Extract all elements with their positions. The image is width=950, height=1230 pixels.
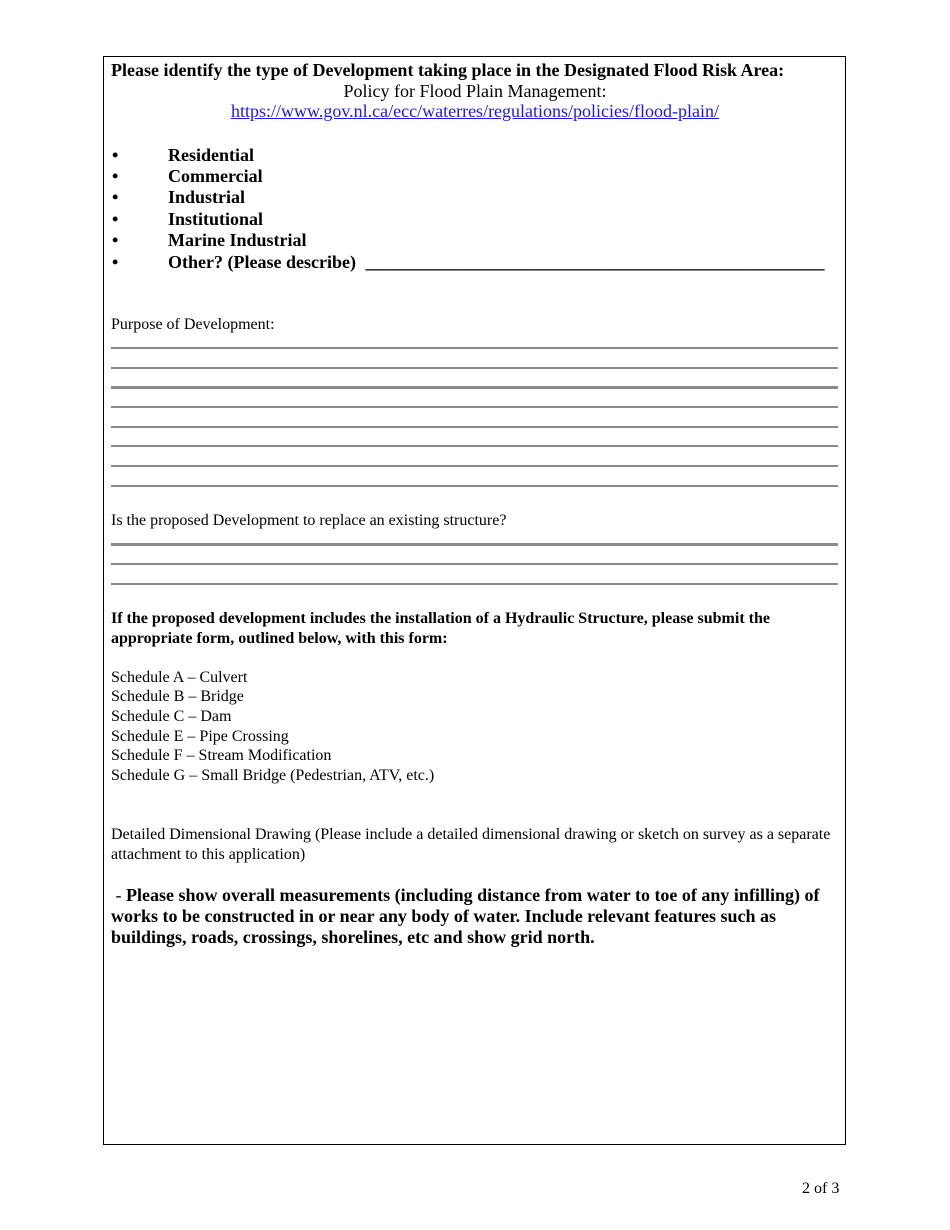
schedule-a: Schedule A – Culvert bbox=[111, 669, 248, 686]
bullet-icon: • bbox=[112, 187, 119, 207]
purpose-line[interactable] bbox=[111, 386, 838, 389]
schedule-c: Schedule C – Dam bbox=[111, 708, 232, 725]
type-residential: Residential bbox=[168, 145, 255, 165]
schedule-b: Schedule B – Bridge bbox=[111, 688, 244, 705]
purpose-line[interactable] bbox=[111, 406, 838, 408]
bullet-icon: • bbox=[112, 209, 119, 229]
type-marine-industrial: Marine Industrial bbox=[168, 230, 307, 250]
purpose-line[interactable] bbox=[111, 426, 838, 428]
drawing-instruction: Please show overall measurements (including distance from water to toe of any infilling) of works to be constructed in or near any body of water. Include relevant features such as buildings, roads, crossings, shorelines, etc and show grid north. bbox=[111, 885, 820, 947]
purpose-line[interactable] bbox=[111, 485, 838, 487]
schedule-g: Schedule G – Small Bridge (Pedestrian, ATV, etc.) bbox=[111, 767, 435, 784]
drawing-dash: - bbox=[111, 885, 126, 905]
type-commercial: Commercial bbox=[168, 166, 263, 186]
hydraulic-instruction: If the proposed development includes the installation of a Hydraulic Structure, please submit the appropriate form, outlined below, with this form: bbox=[111, 610, 770, 647]
bullet-icon: • bbox=[112, 166, 119, 186]
type-institutional: Institutional bbox=[168, 209, 264, 229]
type-industrial: Industrial bbox=[168, 187, 246, 207]
bullet-icon: • bbox=[112, 145, 119, 165]
drawing-label: Detailed Dimensional Drawing (Please include a detailed dimensional drawing or sketch on survey as a separate attachment to this application) bbox=[111, 826, 831, 863]
other-description-field[interactable]: ___________________________________________________ bbox=[365, 252, 825, 272]
purpose-line[interactable] bbox=[111, 445, 838, 447]
development-type-question: Please identify the type of Development taking place in the Designated Flood Risk Area: bbox=[111, 60, 785, 80]
bullet-icon: • bbox=[112, 252, 119, 272]
purpose-label: Purpose of Development: bbox=[111, 316, 275, 333]
purpose-line[interactable] bbox=[111, 367, 838, 369]
schedule-e: Schedule E – Pipe Crossing bbox=[111, 728, 289, 745]
replace-line[interactable] bbox=[111, 543, 838, 546]
policy-label: Policy for Flood Plain Management: bbox=[343, 81, 607, 101]
page-number: 2 of 3 bbox=[802, 1180, 840, 1197]
bullet-icon: • bbox=[112, 230, 119, 250]
purpose-line[interactable] bbox=[111, 347, 838, 349]
type-other: Other? (Please describe) bbox=[168, 252, 356, 272]
schedule-f: Schedule F – Stream Modification bbox=[111, 747, 332, 764]
replace-line[interactable] bbox=[111, 563, 838, 565]
replace-structure-label: Is the proposed Development to replace an existing structure? bbox=[111, 512, 507, 529]
purpose-line[interactable] bbox=[111, 465, 838, 467]
policy-link[interactable]: https://www.gov.nl.ca/ecc/waterres/regulations/policies/flood-plain/ bbox=[230, 101, 720, 121]
replace-line[interactable] bbox=[111, 583, 838, 585]
